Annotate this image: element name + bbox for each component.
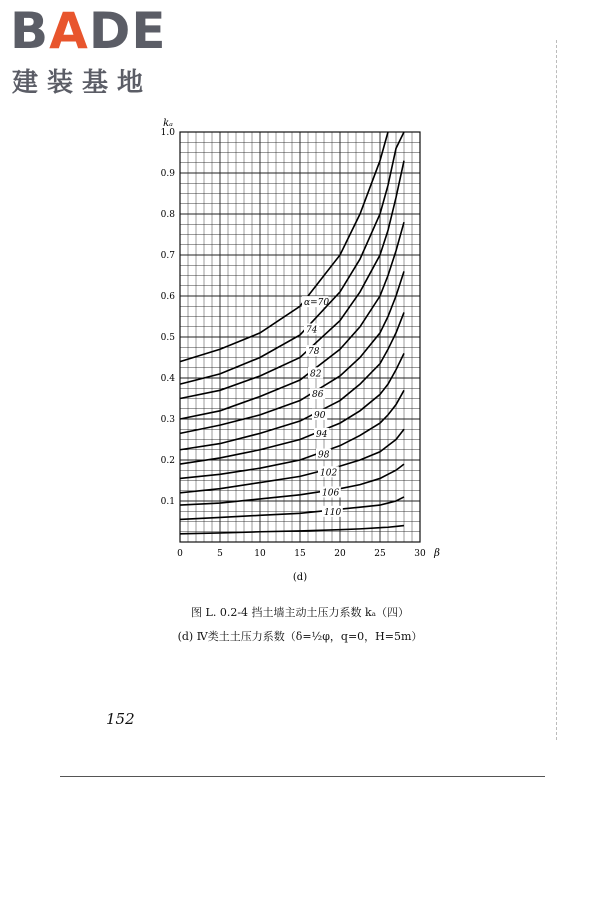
series-label: α=70	[304, 298, 330, 309]
y-axis-label: kₐ	[163, 118, 173, 129]
x-tick-label: 10	[254, 549, 266, 559]
series-label: 74	[306, 325, 318, 336]
y-tick-labels	[161, 128, 176, 507]
logo-wordmark	[10, 2, 167, 60]
series-label: 102	[320, 468, 338, 479]
y-tick-label: 0.5	[160, 333, 175, 343]
y-tick-label: 0.7	[160, 251, 175, 261]
x-tick-label: 30	[414, 549, 426, 559]
figure-subcaption: (d) Ⅳ类土土压力系数（δ=½φ，q=0，H=5m）	[177, 630, 423, 643]
scan-edge-line	[556, 40, 557, 740]
y-tick-label: 0.2	[160, 456, 175, 466]
logo-letter: A	[49, 2, 89, 60]
series-label: 82	[310, 369, 322, 380]
series-label: 106	[322, 488, 340, 499]
series-label: 90	[314, 410, 326, 421]
grid-lines	[180, 132, 420, 542]
x-tick-labels	[177, 549, 426, 559]
logo-letter: B	[10, 2, 50, 60]
chart	[155, 110, 445, 585]
figure-caption: 图 L. 0.2-4 挡土墙主动土压力系数 kₐ（四）	[191, 606, 409, 619]
logo-letter: D	[88, 2, 132, 60]
y-tick-label: 1.0	[160, 128, 175, 138]
y-tick-label: 0.9	[160, 169, 175, 179]
x-tick-label: 25	[374, 549, 386, 559]
logo	[10, 2, 180, 98]
logo-subtitle: 建装基地	[12, 68, 153, 98]
y-tick-label: 0.1	[160, 497, 175, 507]
bottom-rule	[60, 776, 545, 777]
series-label: 98	[318, 450, 330, 461]
series-label: 78	[308, 347, 320, 358]
x-axis-label: β	[434, 548, 440, 559]
sub-figure-label: (d)	[292, 572, 308, 583]
series-label: 110	[324, 507, 342, 518]
logo-letter: E	[131, 2, 167, 60]
y-tick-label: 0.6	[160, 292, 175, 302]
page-number: 152	[106, 710, 135, 728]
y-tick-label: 0.8	[160, 210, 175, 220]
x-tick-label: 15	[294, 549, 306, 559]
x-tick-label: 0	[177, 549, 183, 559]
x-tick-label: 5	[217, 549, 223, 559]
y-tick-label: 0.3	[160, 415, 175, 425]
x-tick-label: 20	[334, 549, 346, 559]
y-tick-label: 0.4	[160, 374, 175, 384]
series-label: 86	[312, 390, 324, 401]
series-label: 94	[316, 429, 328, 440]
